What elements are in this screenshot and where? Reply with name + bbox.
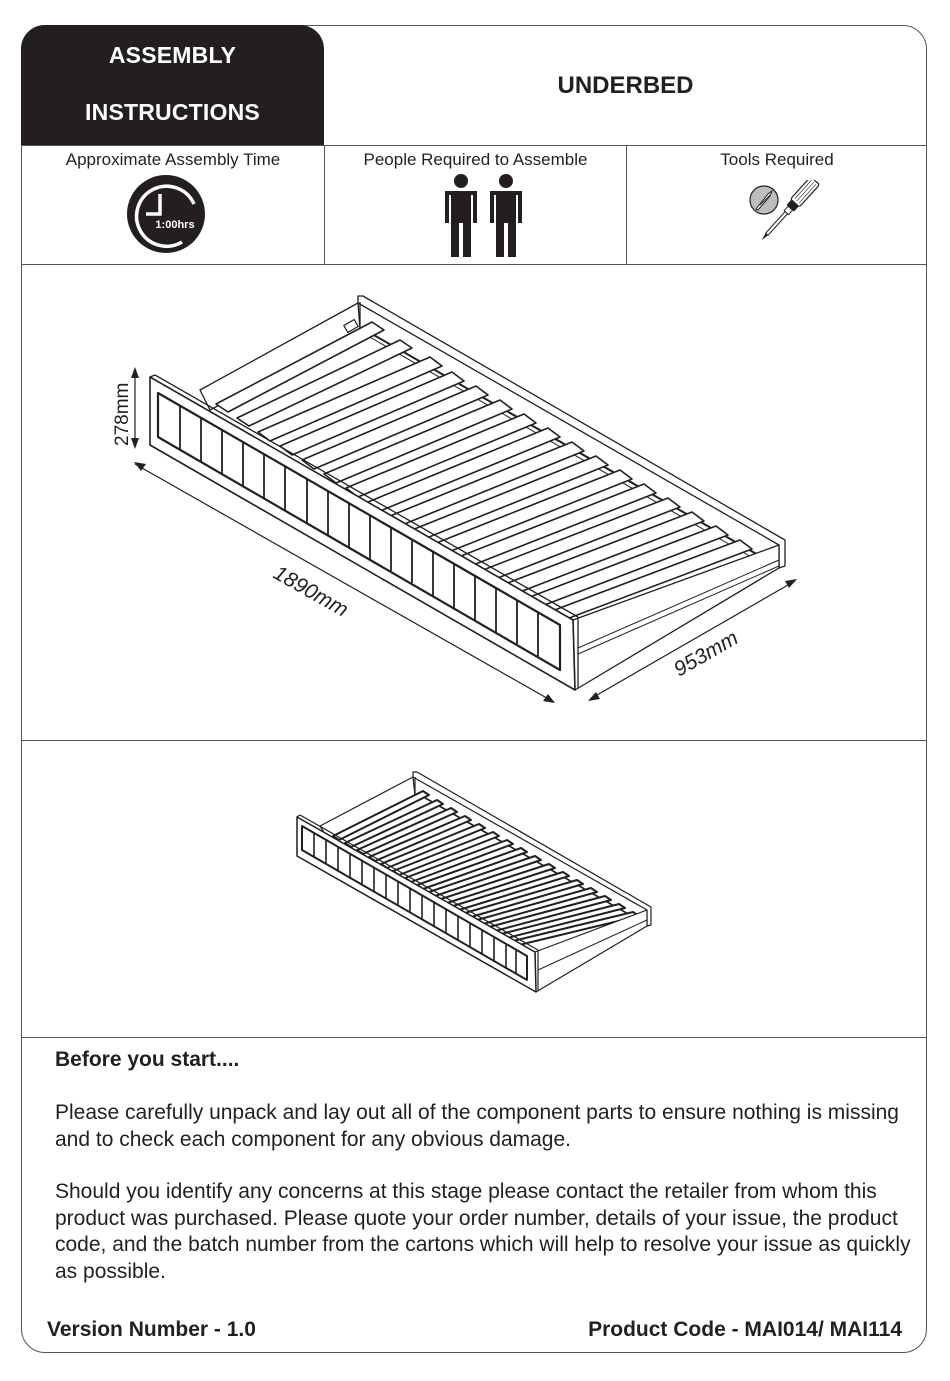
tools-required-label: Tools Required: [720, 150, 834, 169]
assembly-time-label: Approximate Assembly Time: [65, 150, 281, 169]
title-line-2: INSTRUCTIONS: [85, 99, 260, 125]
underbed-dimension-drawing: [22, 266, 926, 739]
product-title: UNDERBED: [557, 71, 694, 99]
length-dimension-label: 1890mm: [269, 561, 352, 622]
two-people-icon: [325, 173, 626, 266]
assembly-time-value: 1:00hrs: [155, 219, 195, 231]
people-required-cell: [325, 146, 626, 265]
screwdriver-icon: [627, 180, 927, 261]
width-dimension-label: 953mm: [670, 626, 743, 682]
notes-paragraph-2: Should you identify any concerns at this stage please contact the retailer from whom this product was purchased. Please quote your order number, details of your issue, the product code, and the batch number from the cartons which will help to resolve your issue as quickly as possible.: [55, 1180, 911, 1283]
tools-required-cell: [627, 146, 927, 265]
assembly-instructions-title-block: [21, 25, 324, 146]
illustration-divider: [21, 740, 927, 741]
height-dimension-label: 278mm: [112, 382, 133, 446]
version-number: Version Number - 1.0: [47, 1318, 256, 1341]
underbed-assembled-drawing: [22, 742, 926, 1036]
product-code: Product Code - MAI014/ MAI114: [588, 1318, 902, 1341]
notes-paragraph-1: Please carefully unpack and lay out all of the component parts to ensure nothing is missing and to check each component for any obvious damage.: [55, 1101, 899, 1151]
clock-icon: [22, 174, 324, 261]
people-required-label: People Required to Assemble: [363, 150, 588, 169]
notes-heading: Before you start....: [55, 1048, 240, 1071]
assembly-time-cell: [22, 146, 324, 265]
title-line-1: ASSEMBLY: [108, 42, 237, 68]
notes-divider: [21, 1037, 927, 1038]
before-you-start-section: [55, 1048, 915, 1285]
